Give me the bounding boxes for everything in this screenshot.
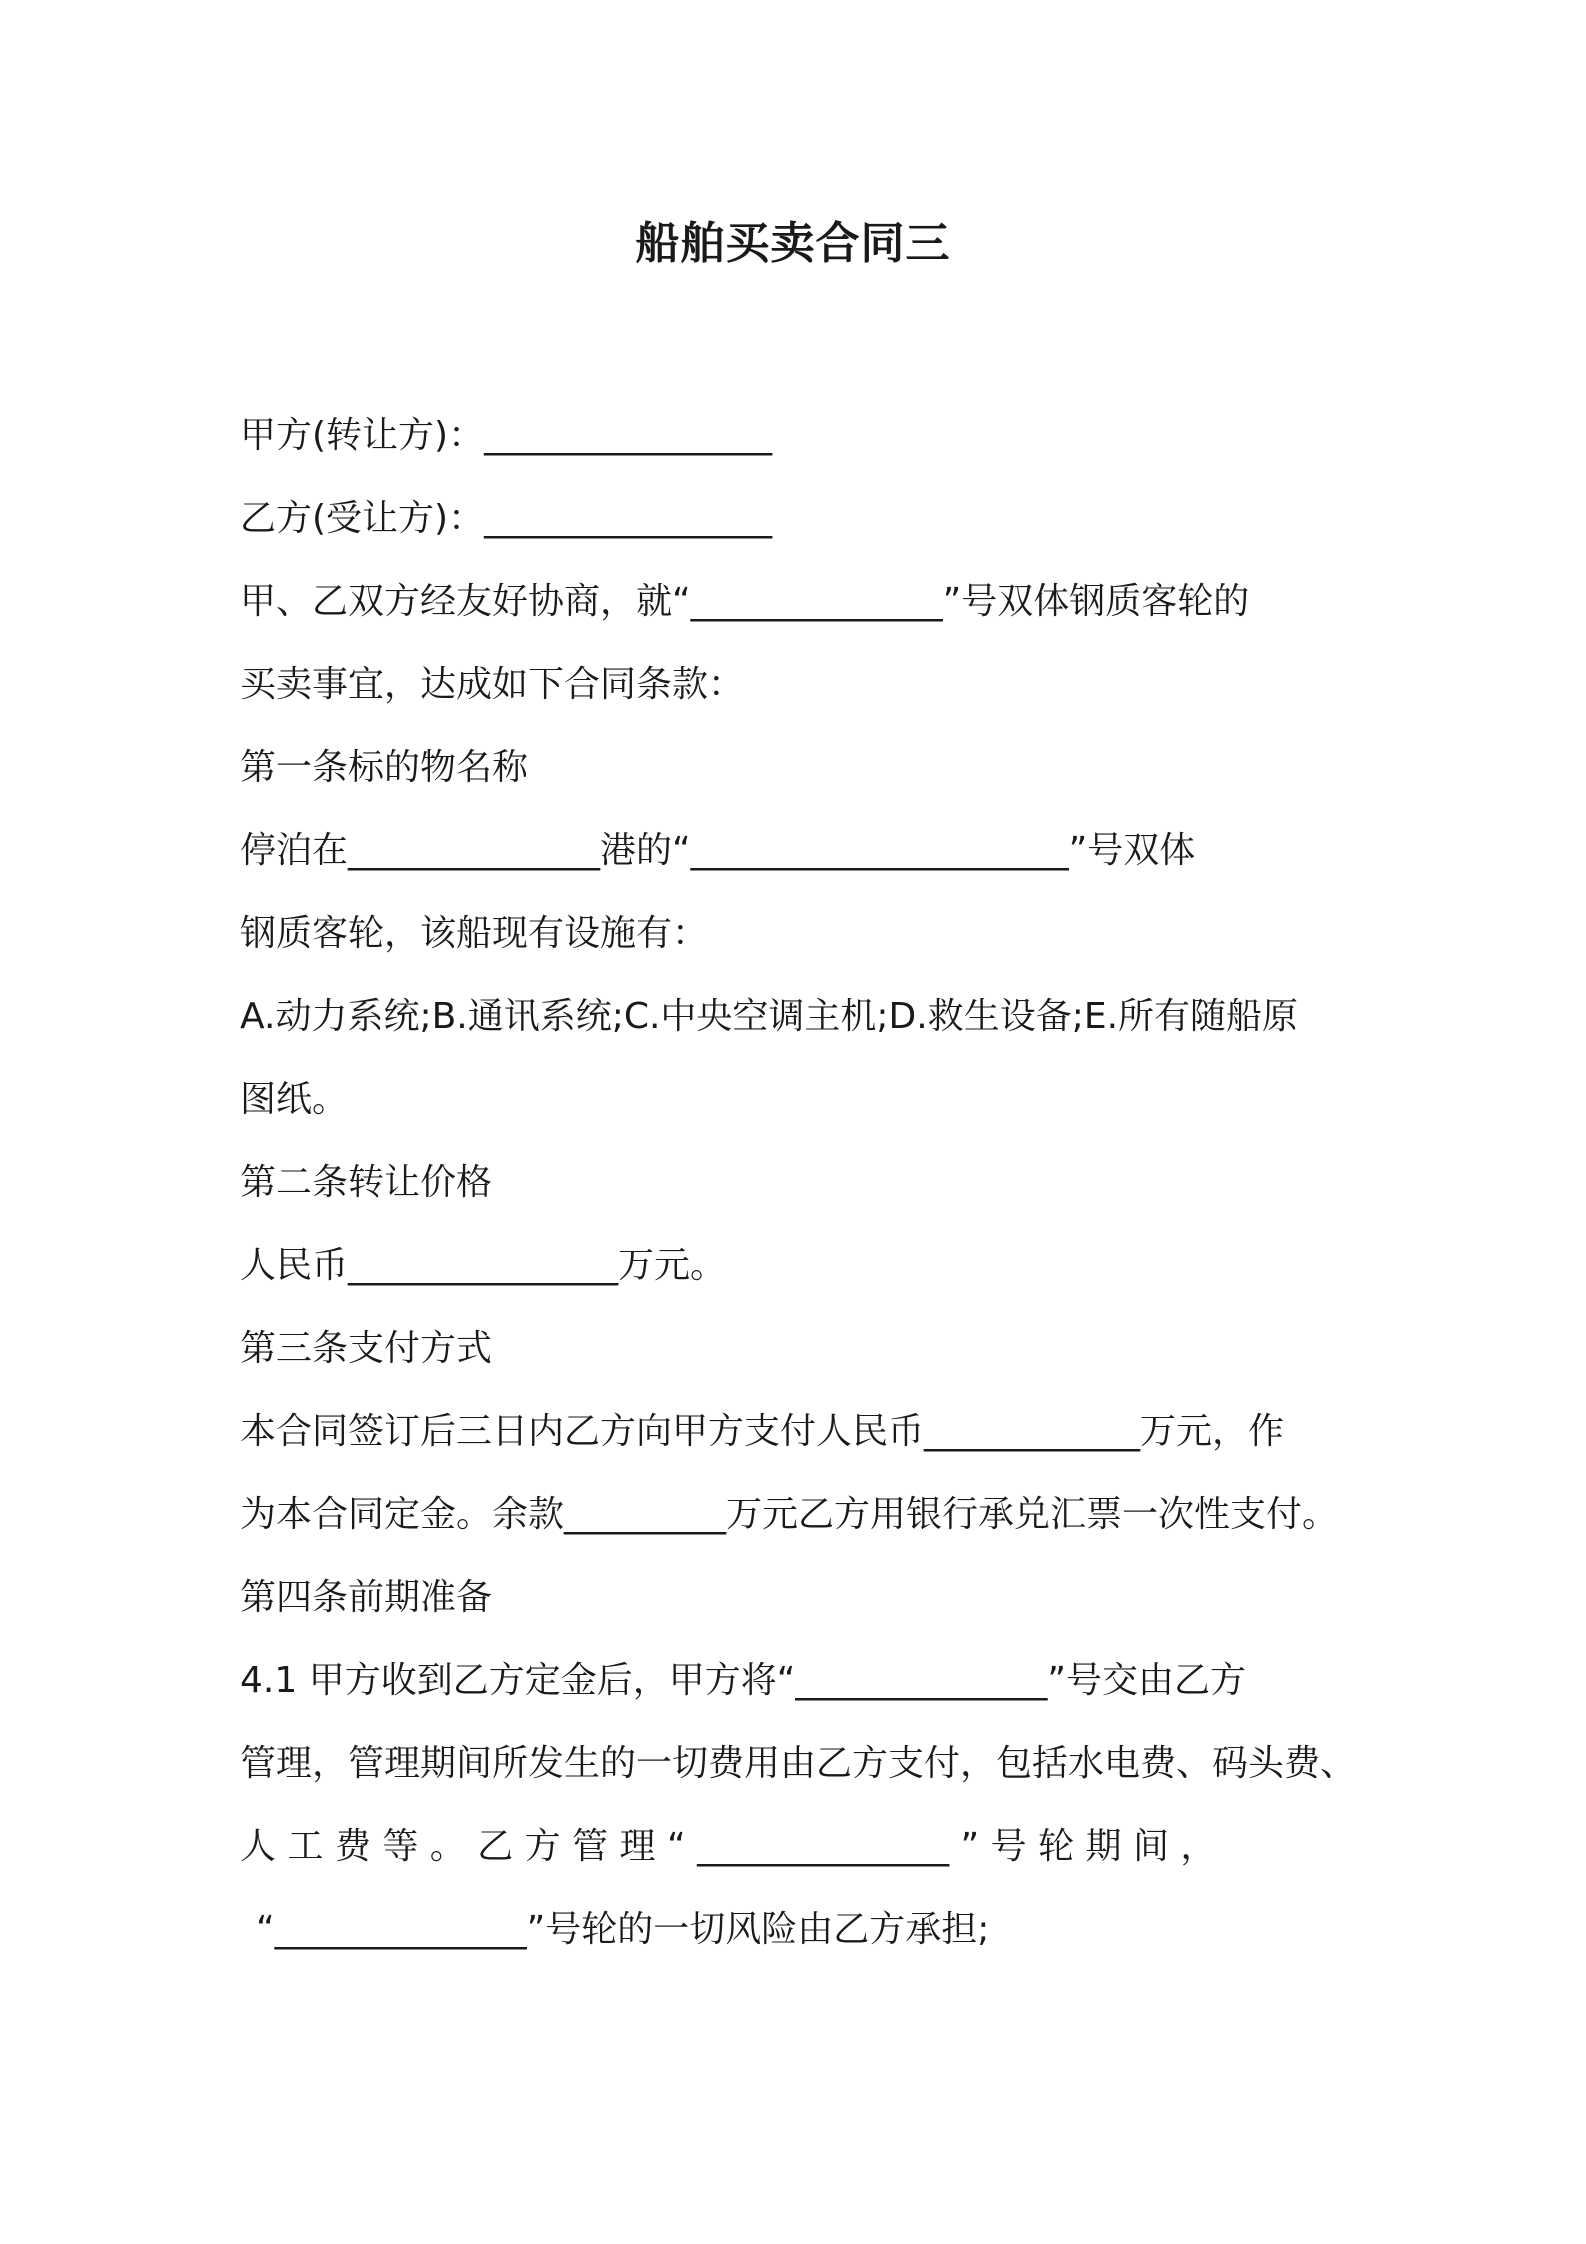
- paragraph-line: 钢质客轮，该船现有设施有：: [240, 913, 709, 954]
- paragraph-line: 甲、乙双方经友好协商，就“______________”号双体钢质客轮的: [240, 581, 1250, 622]
- paragraph-line: 人民币_______________万元。: [240, 1245, 727, 1286]
- paragraph-line: A.动力系统;B.通讯系统;C.中央空调主机;D.救生设备;E.所有随船原: [240, 996, 1299, 1037]
- paragraph-line: 停泊在______________港的“_____________________”号双体: [240, 830, 1196, 871]
- article-heading: 第三条支付方式: [240, 1328, 493, 1369]
- paragraph-line: 管理，管理期间所发生的一切费用由乙方支付，包括水电费、码头费、: [240, 1743, 1357, 1784]
- article-heading: 第一条标的物名称: [240, 747, 529, 788]
- paragraph-line: 为本合同定金。余款_________万元乙方用银行承兑汇票一次性支付。: [240, 1494, 1339, 1535]
- paragraph-line: 本合同签订后三日内乙方向甲方支付人民币____________万元，作: [240, 1411, 1285, 1452]
- paragraph-line: 人 工 费 等 。 乙 方 管 理 “ ______________ ” 号 轮 期 间 ，: [240, 1826, 1217, 1867]
- document-title: 船舶买卖合同三: [635, 218, 951, 269]
- paragraph-line: “______________”号轮的一切风险由乙方承担;: [256, 1909, 990, 1950]
- paragraph-line: 买卖事宜，达成如下合同条款：: [240, 664, 745, 705]
- article-heading: 第四条前期准备: [240, 1577, 493, 1618]
- party-b-line: 乙方(受让方)：________________: [240, 498, 773, 539]
- party-a-line: 甲方(转让方)：________________: [240, 415, 773, 456]
- article-heading: 第二条转让价格: [240, 1162, 493, 1203]
- paragraph-line: 4.1 甲方收到乙方定金后，甲方将“______________”号交由乙方: [240, 1660, 1246, 1701]
- paragraph-line: 图纸。: [240, 1079, 349, 1120]
